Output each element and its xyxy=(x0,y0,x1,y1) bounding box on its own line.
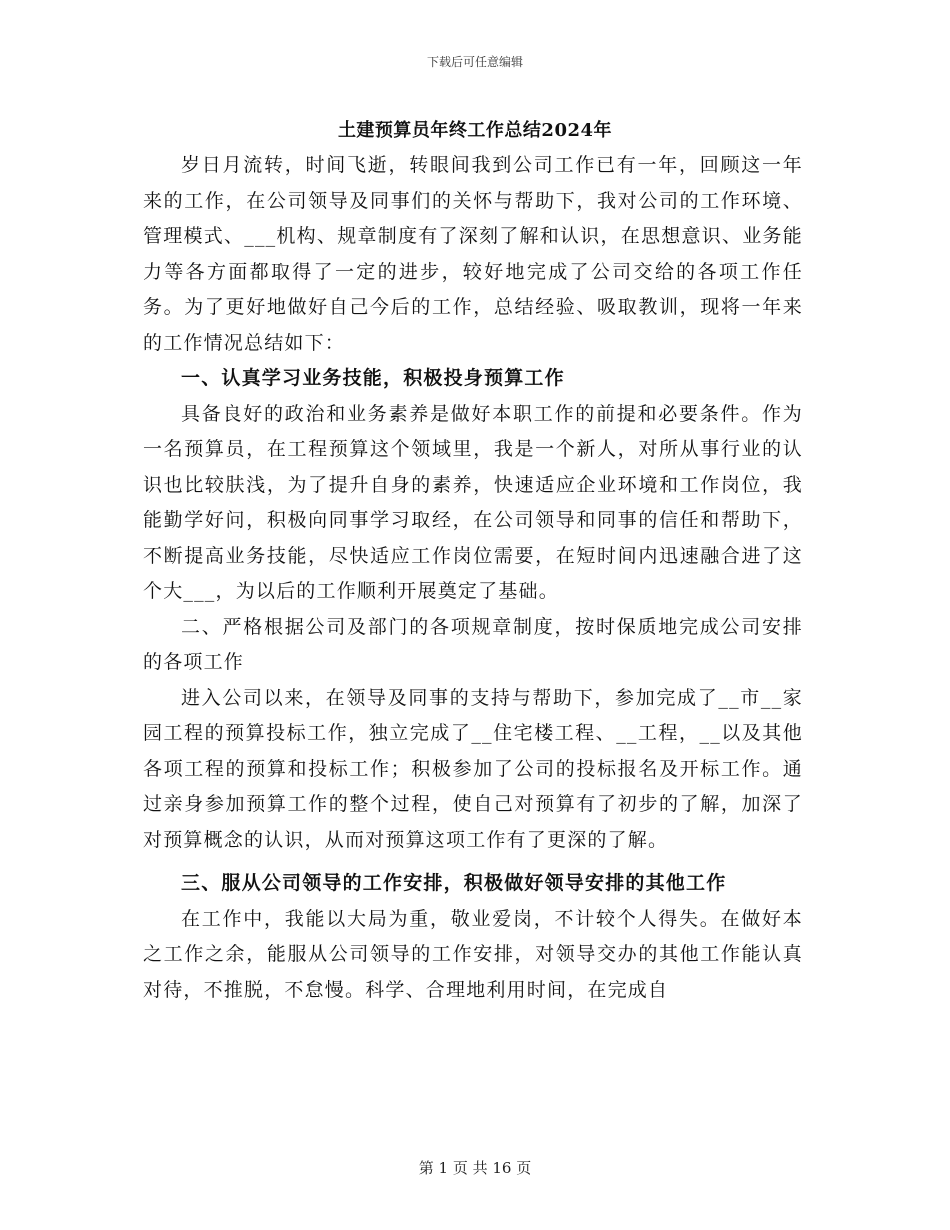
paragraph-spacer xyxy=(143,858,803,866)
section-heading-1: 一、认真学习业务技能，积极投身预算工作 xyxy=(181,367,565,389)
section-heading-3: 三、服从公司领导的工作安排，积极做好领导安排的其他工作 xyxy=(181,872,727,894)
section-heading-2: 二、严格根据公司及部门的各项规章制度，按时保质地完成公司安排的各项工作 xyxy=(143,615,803,673)
section-2-paragraph: 进入公司以来，在领导及同事的支持与帮助下，参加完成了__市__家园工程的预算投标工作，独立完成了__住宅楼工程、__工程，__以及其他各项工程的预算和投标工作；积极参加了公司的投标报名及开标工作。通过亲身参加预算工作的整个过程，使自己对预算有了初步的了解，加深了对预算概念的认识，从而对预算这项工作有了更深的了解。 xyxy=(143,686,803,851)
document-body xyxy=(143,148,803,1008)
section-1-paragraph: 具备良好的政治和业务素养是做好本职工作的前提和必要条件。作为一名预算员，在工程预算这个领域里，我是一个新人，对所从事行业的认识也比较肤浅，为了提升自身的素养，快速适应企业环境和工作岗位，我能勤学好问，积极向同事学习取经，在公司领导和同事的信任和帮助下，不断提高业务技能，尽快适应工作岗位需要，在短时间内迅速融合进了这个大___，为以后的工作顺利开展奠定了基础。 xyxy=(143,402,803,602)
intro-paragraph: 岁日月流转，时间飞逝，转眼间我到公司工作已有一年，回顾这一年来的工作，在公司领导及同事们的关怀与帮助下，我对公司的工作环境、管理模式、___机构、规章制度有了深刻了解和认识，在思想意识、业务能力等各方面都取得了一定的进步，较好地完成了公司交给的各项工作任务。为了更好地做好自己今后的工作，总结经验、吸取教训，现将一年来的工作情况总结如下： xyxy=(143,154,803,354)
document-title: 土建预算员年终工作总结2024年 xyxy=(337,120,613,141)
download-note: 下载后可任意编辑 xyxy=(426,55,523,69)
page-footer: 第 1 页 共 16 页 xyxy=(418,1159,532,1177)
section-3-paragraph: 在工作中，我能以大局为重，敬业爱岗，不计较个人得失。在做好本之工作之余，能服从公司领导的工作安排，对领导交办的其他工作能认真对待，不推脱，不怠慢。科学、合理地利用时间，在完成自 xyxy=(143,907,803,1001)
